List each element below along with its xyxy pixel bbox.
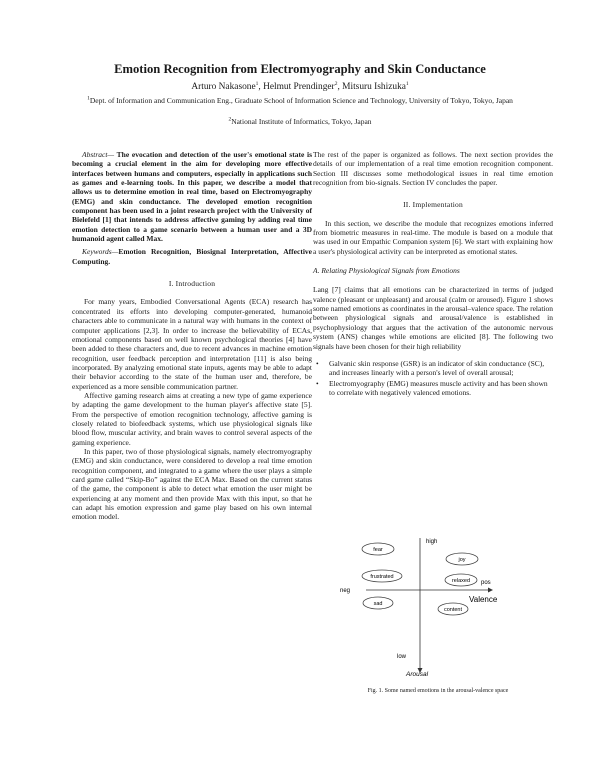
label-arousal: Arousal <box>406 671 429 678</box>
affiliation-mark: 2 <box>228 116 232 123</box>
section-heading-implementation: II. Implementation <box>403 200 463 210</box>
right-column <box>313 150 553 398</box>
bullet-list <box>313 359 553 397</box>
author-affiliation-mark: 2 <box>334 80 338 87</box>
valence-arrow-icon <box>488 588 493 593</box>
abstract-text: The evocation and detection of the user's emotional state is becoming a crucial element in the aim for developing more effective interfaces between humans and computers, especially in applications such as games and e-learning tools. In this paper, we describe a model that allows us to determine emotion in real time, based on Electromyography (EMG) and skin conductance. The developed emotion recognition component has been used in a joint research project with the University of Bielefeld [1] that intends to address affective gaming by adding real time emotion detection to a game scenario between a human user and a 3D humanoid agent called Max. <box>72 150 312 244</box>
emotion-fear <box>362 543 394 555</box>
list-item: • Electromyography (EMG) measures muscle activity and has been shown to correlate with negatively valenced emotions. <box>316 378 548 397</box>
emotion-relaxed <box>445 574 477 586</box>
author-name: Arturo Nakasone <box>191 82 256 92</box>
bullet-icon: • <box>316 378 319 388</box>
emotion-frustrated <box>362 570 402 582</box>
author-list <box>0 82 600 92</box>
svg-text:content: content <box>443 607 463 613</box>
author-affiliation-mark: 1 <box>405 80 409 87</box>
section-heading-introduction: I. Introduction <box>168 279 216 289</box>
author-name: Helmut Prendinger <box>263 82 335 92</box>
author-affiliation-mark: 1 <box>255 80 259 87</box>
keywords-lead: Keywords— <box>82 247 119 257</box>
paragraph: The rest of the paper is organized as follows. The next section provides the details of our implementation of a real time emotion recognition component. Section III discusses some methodological issues in real time emotion recognition from bio-signals. Section IV concludes the paper. <box>313 150 553 188</box>
label-high: high <box>426 539 438 545</box>
list-item: • Galvanic skin response (GSR) is an indicator of skin conductance (SC), and increases linearly with a person's level of overall arousal; <box>316 358 545 378</box>
arousal-valence-figure <box>338 530 538 678</box>
keywords <box>72 247 312 266</box>
affiliation-text: National Institute of Informatics, Tokyo, Japan <box>231 117 372 126</box>
paragraph: Lang [7] claims that all emotions can be characterized in terms of judged valence (pleasant or unpleasant) and arousal (calm or aroused). Figure 1 shows some named emotions as coordinates in the arousal–valence space. The relation between physiological signals and arousal/valence is established in psychophysiology that argues that the activation of the autonomic nervous system (ANS) changes while emotions are elicited [8]. The following two signals have been chosen for their high reliability <box>313 285 553 351</box>
svg-text:fear: fear <box>373 547 383 553</box>
affiliation-1 <box>70 96 530 106</box>
emotion-joy <box>446 553 478 565</box>
author-separator: , <box>258 82 264 92</box>
label-neg: neg <box>340 588 351 594</box>
paragraph: For many years, Embodied Conversational Agents (ECA) research has concentrated its efforts into developing computer-generated, humanoid characters able to communicate in a natural way with humans in the context of computer applications [2,3]. In order to increase the believability of ECAs, emotional components based on well known psychological theories [4] have been added to these characters and, due to recent advances in machine emotion recognition, user feedback perception and interpretation [11] is also being incorporated. By analyzing emotional state inputs, agents may be able to adapt their behavior according to the state of the human user and, therefore, be experienced as a more sensible communication partner. <box>72 297 312 391</box>
abstract <box>72 150 312 243</box>
paper-title: Emotion Recognition from Electromyography and Skin Conductance <box>114 62 486 76</box>
svg-text:relaxed: relaxed <box>451 578 471 584</box>
keywords-text: Emotion Recognition, Biosignal Interpretation, Affective Computing. <box>72 247 312 266</box>
figure-caption: Fig. 1. Some named emotions in the arousal-valence space <box>367 688 509 694</box>
emotion-content <box>438 603 468 615</box>
abstract-lead: Abstract— <box>82 150 115 159</box>
svg-text:frustrated: frustrated <box>370 574 394 580</box>
paragraph: In this section, we describe the module that recognizes emotions inferred from biometric measures in real-time. The module is based on a module that was used in our Empathic Companion system [6]. We start with explaining how a user's physiological activity can be interpreted as emotional states. <box>313 218 553 256</box>
svg-text:joy: joy <box>458 557 466 563</box>
emotion-sad <box>363 597 393 609</box>
affiliation-2 <box>0 117 600 126</box>
label-valence: Valence <box>469 595 498 604</box>
paragraph: Affective gaming research aims at creating a new type of game experience by adapting the game development to the human player's affective state [5]. From the perspective of emotion recognition technology, affective gaming is closely related to biofeedback systems, which use physiological signals like blood flow, muscular activity, and brain waves to control several aspects of the gaming experience. <box>72 390 312 447</box>
author-name: Mitsuru Ishizuka <box>342 82 406 92</box>
svg-text:sad: sad <box>373 601 383 607</box>
bullet-icon: • <box>316 358 319 368</box>
label-low: low <box>397 654 407 660</box>
left-column <box>72 150 312 522</box>
subsection-heading: A. Relating Physiological Signals from Emotions <box>313 266 460 276</box>
paragraph: In this paper, two of those physiological signals, namely electromyography (EMG) and skin conductance, were considered to develop a real time emotion recognition component, and integrated to a game where the user plays a simple card game called “Skip-Bo” against the ECA Max. Based on the current status of the game, the component is able to detect what emotion the user might be experiencing at any moment and then provide Max with this input, so that he can adapt his emotion expression and game play based on his own internal emotion model. <box>72 446 312 522</box>
affiliation-text: Dept. of Information and Communication Eng., Graduate School of Information Science and Technology, University of Tokyo, Tokyo, Japan <box>89 96 513 105</box>
label-pos: pos <box>481 580 491 586</box>
affiliation-mark: 1 <box>87 95 90 102</box>
author-separator: , <box>337 82 343 92</box>
